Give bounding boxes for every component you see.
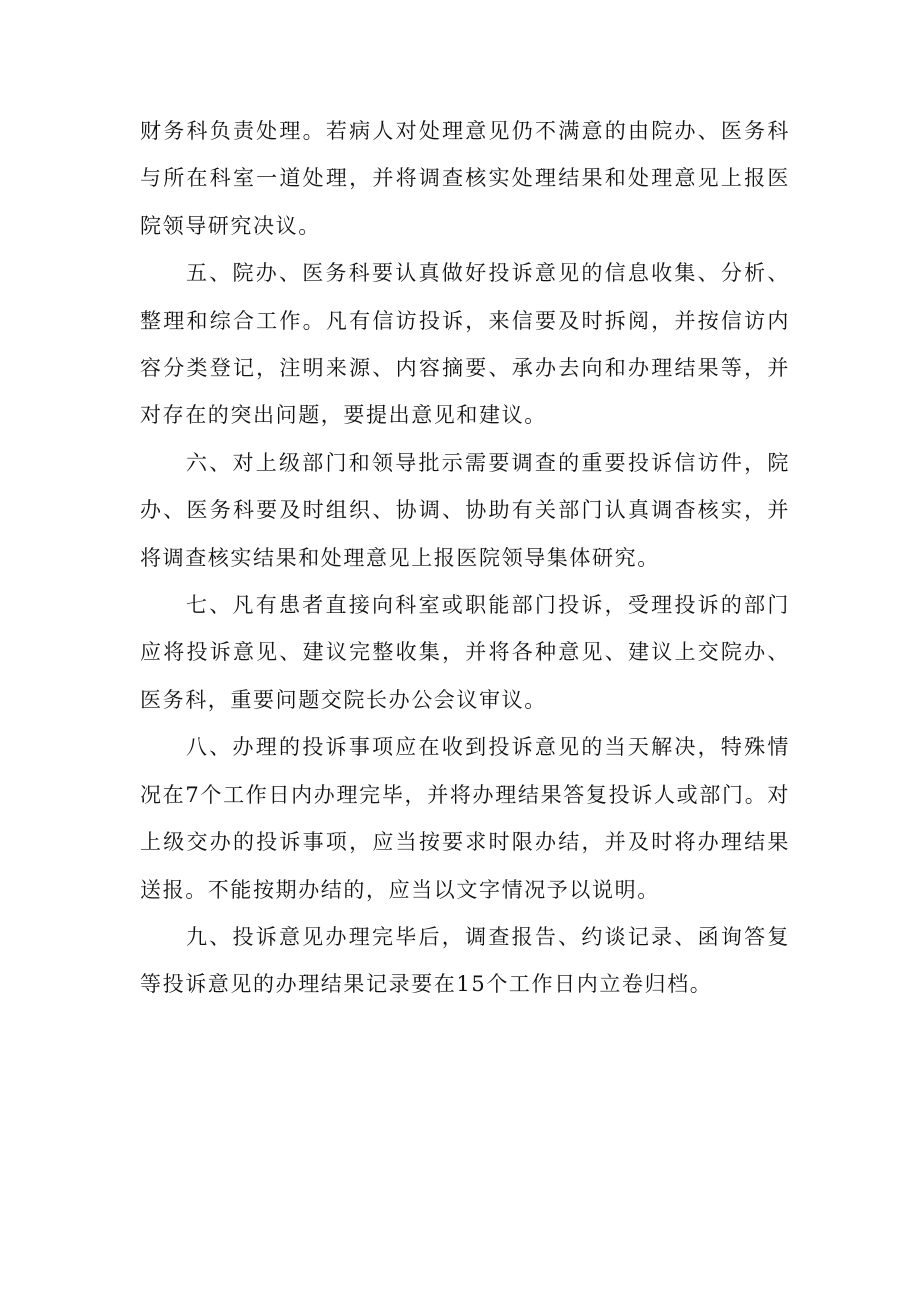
paragraph-item-8: 八、办理的投诉事项应在收到投诉意见的当天解决，特殊情况在7个工作日内办理完毕，并将办理结果答复投诉人或部门。对上级交办的投诉事项，应当按要求时限办结，并及时将办理结果送报。不能按期办结的，应当以文字情况予以说明。 xyxy=(140,735,790,902)
paragraph-item-5: 五、院办、医务科要认真做好投诉意见的信息收集、分析、整理和综合工作。凡有信访投诉，来信要及时拆阅，并按信访内容分类登记，注明来源、内容摘要、承办去向和办理结果等，并对存在的突出问题，要提出意见和建议。 xyxy=(140,261,790,428)
paragraph-continuation: 财务科负责处理。若病人对处理意见仍不满意的由院办、医务科与所在科室一道处理，并将调查核实处理结果和处理意见上报医院领导研究决议。 xyxy=(140,119,790,238)
paragraph-item-9: 九、投诉意见办理完毕后，调查报告、约谈记录、函询答复等投诉意见的办理结果记录要在15个工作日内立卷归档。 xyxy=(140,924,790,997)
paragraph-item-7: 七、凡有患者直接向科室或职能部门投诉，受理投诉的部门应将投诉意见、建议完整收集，并将各种意见、建议上交院办、医务科，重要问题交院长办公会议审议。 xyxy=(140,593,790,712)
paragraph-item-6: 六、对上级部门和领导批示需要调查的重要投诉信访件，院办、医务科要及时组织、协调、协助有关部门认真调杳核实，并将调查核实结果和处理意见上报医院领导集体研究。 xyxy=(140,450,790,570)
document-body xyxy=(140,108,790,1009)
